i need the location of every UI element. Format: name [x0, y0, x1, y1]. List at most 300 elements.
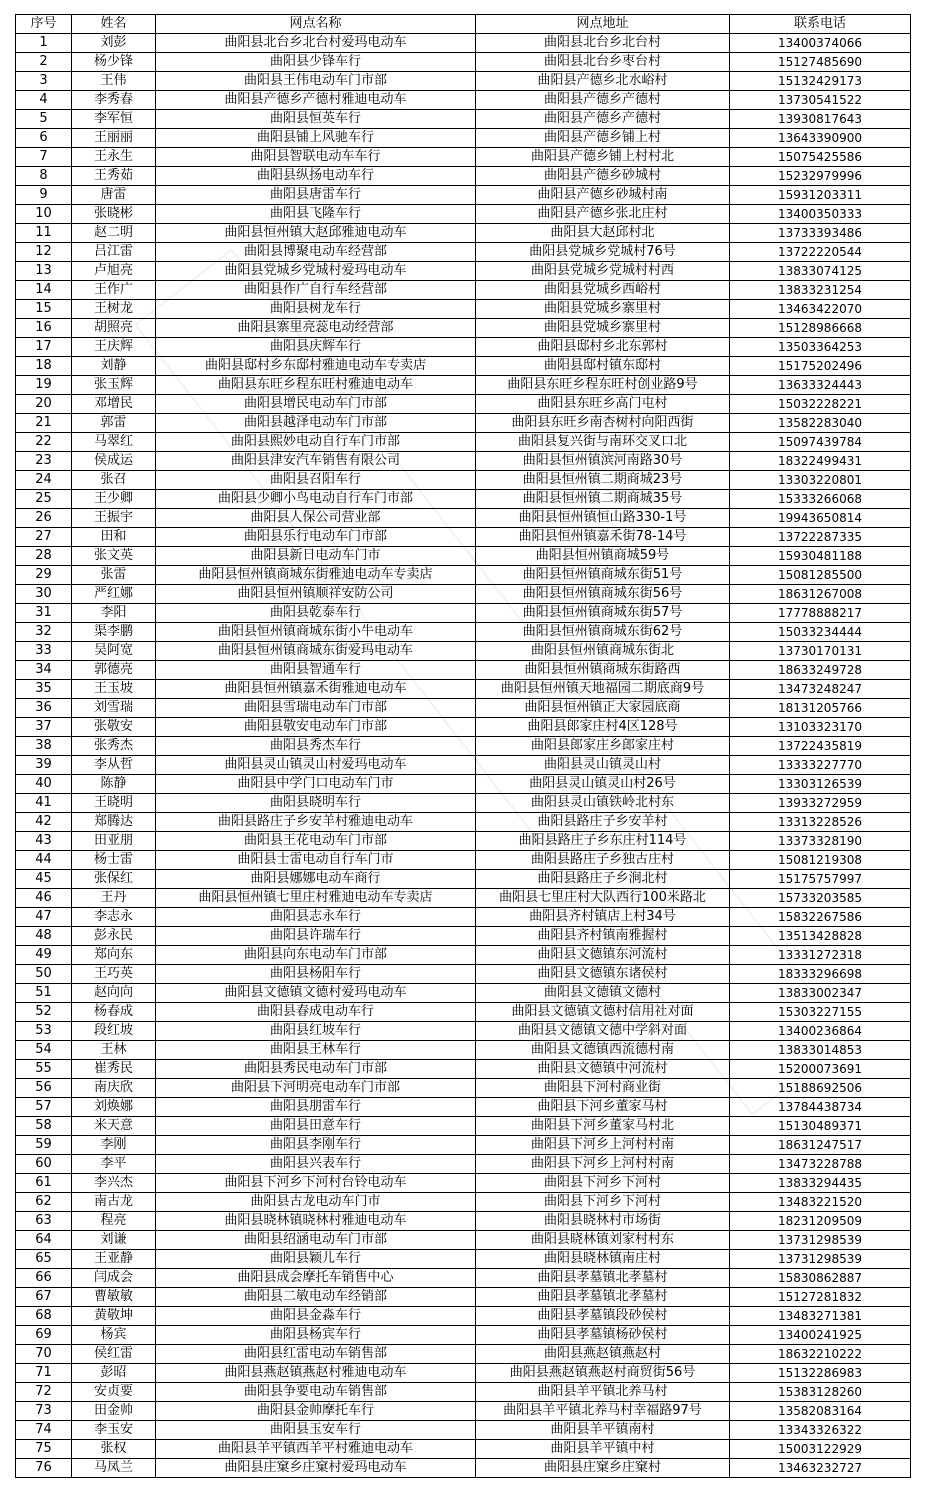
cell-name: 邓增民 — [72, 395, 156, 414]
cell-phone: 13103323170 — [730, 718, 911, 737]
cell-shop: 曲阳县灵山镇灵山村爱玛电动车 — [156, 756, 476, 775]
cell-phone: 13633324443 — [730, 376, 911, 395]
table-row — [16, 623, 911, 642]
cell-shop: 曲阳县下河明亮电动车门市部 — [156, 1079, 476, 1098]
cell-phone: 13582083164 — [730, 1402, 911, 1421]
cell-phone: 15075425586 — [730, 148, 911, 167]
cell-name: 王伟 — [72, 72, 156, 91]
cell-address: 曲阳县下河乡上河村村南 — [476, 1155, 730, 1174]
cell-phone: 13833294435 — [730, 1174, 911, 1193]
cell-phone: 15081219308 — [730, 851, 911, 870]
table-row — [16, 148, 911, 167]
cell-no: 8 — [16, 167, 72, 186]
cell-no: 71 — [16, 1364, 72, 1383]
cell-no: 24 — [16, 471, 72, 490]
cell-phone: 15127485690 — [730, 53, 911, 72]
cell-shop: 曲阳县敬安电动车门市部 — [156, 718, 476, 737]
cell-phone: 13722287335 — [730, 528, 911, 547]
cell-shop: 曲阳县文德镇文德村爱玛电动车 — [156, 984, 476, 1003]
cell-name: 王巧英 — [72, 965, 156, 984]
table-row — [16, 718, 911, 737]
cell-address: 曲阳县郎家庄村4区128号 — [476, 718, 730, 737]
cell-no: 14 — [16, 281, 72, 300]
table-row — [16, 1459, 911, 1478]
cell-shop: 曲阳县士雷电动自行车门市 — [156, 851, 476, 870]
table-row — [16, 908, 911, 927]
cell-shop: 曲阳县作广自行车经营部 — [156, 281, 476, 300]
table-row — [16, 566, 911, 585]
table-row — [16, 357, 911, 376]
cell-name: 张秀杰 — [72, 737, 156, 756]
cell-shop: 曲阳县古龙电动车门市 — [156, 1193, 476, 1212]
cell-address: 曲阳县大赵邱村北 — [476, 224, 730, 243]
cell-no: 49 — [16, 946, 72, 965]
cell-name: 严红娜 — [72, 585, 156, 604]
cell-shop: 曲阳县李刚车行 — [156, 1136, 476, 1155]
cell-phone: 13483271381 — [730, 1307, 911, 1326]
cell-address: 曲阳县恒州镇商城东街56号 — [476, 585, 730, 604]
cell-shop: 曲阳县成会摩托车销售中心 — [156, 1269, 476, 1288]
table-row — [16, 91, 911, 110]
cell-address: 曲阳县燕赵镇燕赵村 — [476, 1345, 730, 1364]
cell-shop: 曲阳县少卿小鸟电动自行车门市部 — [156, 490, 476, 509]
cell-phone: 13833074125 — [730, 262, 911, 281]
cell-address: 曲阳县灵山镇铁岭北村东 — [476, 794, 730, 813]
cell-no: 20 — [16, 395, 72, 414]
cell-phone: 15303227155 — [730, 1003, 911, 1022]
table-row — [16, 509, 911, 528]
cell-address: 曲阳县党城乡党城村76号 — [476, 243, 730, 262]
cell-address: 曲阳县齐村镇店上村34号 — [476, 908, 730, 927]
cell-shop: 曲阳县王伟电动车门市部 — [156, 72, 476, 91]
cell-name: 李刚 — [72, 1136, 156, 1155]
cell-no: 36 — [16, 699, 72, 718]
table-row — [16, 1212, 911, 1231]
cell-no: 11 — [16, 224, 72, 243]
cell-address: 曲阳县路庄子乡独古庄村 — [476, 851, 730, 870]
cell-address: 曲阳县下河村商业街 — [476, 1079, 730, 1098]
cell-name: 王少卿 — [72, 490, 156, 509]
cell-shop: 曲阳县颖儿车行 — [156, 1250, 476, 1269]
cell-phone: 13930817643 — [730, 110, 911, 129]
cell-phone: 15081285500 — [730, 566, 911, 585]
cell-no: 27 — [16, 528, 72, 547]
cell-name: 米天意 — [72, 1117, 156, 1136]
dealer-table — [15, 14, 911, 1478]
cell-address: 曲阳县文德镇文德村 — [476, 984, 730, 1003]
cell-phone: 13731298539 — [730, 1250, 911, 1269]
cell-name: 张雷 — [72, 566, 156, 585]
cell-no: 54 — [16, 1041, 72, 1060]
cell-address: 曲阳县灵山镇灵山村26号 — [476, 775, 730, 794]
cell-name: 王丽丽 — [72, 129, 156, 148]
cell-no: 68 — [16, 1307, 72, 1326]
cell-name: 王秀茹 — [72, 167, 156, 186]
cell-phone: 18631267008 — [730, 585, 911, 604]
cell-shop: 曲阳县恒英车行 — [156, 110, 476, 129]
table-row — [16, 1155, 911, 1174]
cell-no: 39 — [16, 756, 72, 775]
cell-address: 曲阳县齐村镇南雅握村 — [476, 927, 730, 946]
cell-no: 47 — [16, 908, 72, 927]
cell-address: 曲阳县羊平镇南村 — [476, 1421, 730, 1440]
cell-address: 曲阳县产德乡砂城村 — [476, 167, 730, 186]
cell-name: 曹敏敏 — [72, 1288, 156, 1307]
cell-shop: 曲阳县晓明车行 — [156, 794, 476, 813]
cell-address: 曲阳县恒州镇商城东街62号 — [476, 623, 730, 642]
cell-address: 曲阳县邸村乡北东郭村 — [476, 338, 730, 357]
cell-name: 南庆欣 — [72, 1079, 156, 1098]
table-row — [16, 300, 911, 319]
cell-phone: 13463422070 — [730, 300, 911, 319]
cell-shop: 曲阳县春成电动车行 — [156, 1003, 476, 1022]
cell-name: 渠李鹏 — [72, 623, 156, 642]
table-row — [16, 965, 911, 984]
cell-phone: 13643390900 — [730, 129, 911, 148]
table-row — [16, 433, 911, 452]
cell-phone: 15175202496 — [730, 357, 911, 376]
table-row — [16, 547, 911, 566]
cell-no: 31 — [16, 604, 72, 623]
table-row — [16, 243, 911, 262]
cell-no: 72 — [16, 1383, 72, 1402]
cell-phone: 13400350333 — [730, 205, 911, 224]
cell-name: 闫成会 — [72, 1269, 156, 1288]
cell-phone: 18633249728 — [730, 661, 911, 680]
cell-address: 曲阳县复兴街与南环交叉口北 — [476, 433, 730, 452]
cell-no: 45 — [16, 870, 72, 889]
header-phone: 联系电话 — [730, 15, 911, 34]
table-row — [16, 1269, 911, 1288]
header-address: 网点地址 — [476, 15, 730, 34]
table-row — [16, 1174, 911, 1193]
cell-no: 40 — [16, 775, 72, 794]
cell-name: 王晓明 — [72, 794, 156, 813]
cell-address: 曲阳县晓林镇刘家村村东 — [476, 1231, 730, 1250]
cell-no: 33 — [16, 642, 72, 661]
cell-name: 李阳 — [72, 604, 156, 623]
cell-phone: 15200073691 — [730, 1060, 911, 1079]
cell-shop: 曲阳县邸村乡东邸村雅迪电动车专卖店 — [156, 357, 476, 376]
table-row — [16, 832, 911, 851]
cell-shop: 曲阳县下河乡下河村台铃电动车 — [156, 1174, 476, 1193]
cell-phone: 18333296698 — [730, 965, 911, 984]
cell-name: 杨宾 — [72, 1326, 156, 1345]
cell-shop: 曲阳县北台乡北台村爱玛电动车 — [156, 34, 476, 53]
cell-name: 赵二明 — [72, 224, 156, 243]
cell-no: 12 — [16, 243, 72, 262]
cell-address: 曲阳县孝墓镇段砂侯村 — [476, 1307, 730, 1326]
cell-no: 21 — [16, 414, 72, 433]
cell-shop: 曲阳县寨里亮蕊电动经营部 — [156, 319, 476, 338]
cell-address: 曲阳县郎家庄乡郎家庄村 — [476, 737, 730, 756]
cell-phone: 18131205766 — [730, 699, 911, 718]
cell-phone: 18632210222 — [730, 1345, 911, 1364]
cell-phone: 15232979996 — [730, 167, 911, 186]
cell-phone: 13722220544 — [730, 243, 911, 262]
cell-phone: 13400236864 — [730, 1022, 911, 1041]
cell-no: 62 — [16, 1193, 72, 1212]
cell-phone: 13463232727 — [730, 1459, 911, 1478]
cell-phone: 15097439784 — [730, 433, 911, 452]
cell-address: 曲阳县东旺乡高门屯村 — [476, 395, 730, 414]
table-row — [16, 851, 911, 870]
cell-name: 王亚静 — [72, 1250, 156, 1269]
cell-address: 曲阳县文德镇西流德村南 — [476, 1041, 730, 1060]
cell-phone: 15832267586 — [730, 908, 911, 927]
cell-address: 曲阳县恒州镇商城东街北 — [476, 642, 730, 661]
cell-name: 王林 — [72, 1041, 156, 1060]
cell-shop: 曲阳县二敏电动车经销部 — [156, 1288, 476, 1307]
cell-phone: 17778888217 — [730, 604, 911, 623]
cell-name: 刘雪瑞 — [72, 699, 156, 718]
cell-address: 曲阳县东旺乡程东旺村创业路9号 — [476, 376, 730, 395]
table-body — [16, 34, 911, 1478]
cell-address: 曲阳县灵山镇灵山村 — [476, 756, 730, 775]
cell-no: 2 — [16, 53, 72, 72]
table-row — [16, 1079, 911, 1098]
cell-name: 刘彭 — [72, 34, 156, 53]
cell-no: 15 — [16, 300, 72, 319]
cell-shop: 曲阳县新日电动车门市 — [156, 547, 476, 566]
cell-name: 田和 — [72, 528, 156, 547]
cell-name: 王树龙 — [72, 300, 156, 319]
table-row — [16, 737, 911, 756]
cell-shop: 曲阳县越泽电动车门市部 — [156, 414, 476, 433]
cell-address: 曲阳县羊平镇中村 — [476, 1440, 730, 1459]
cell-no: 18 — [16, 357, 72, 376]
cell-shop: 曲阳县向东电动车门市部 — [156, 946, 476, 965]
cell-no: 57 — [16, 1098, 72, 1117]
table-row — [16, 946, 911, 965]
cell-shop: 曲阳县恒州镇商城东街雅迪电动车专卖店 — [156, 566, 476, 585]
cell-name: 陈静 — [72, 775, 156, 794]
cell-name: 张召 — [72, 471, 156, 490]
cell-phone: 13483221520 — [730, 1193, 911, 1212]
cell-no: 34 — [16, 661, 72, 680]
cell-phone: 13933272959 — [730, 794, 911, 813]
cell-no: 44 — [16, 851, 72, 870]
cell-name: 张敬安 — [72, 718, 156, 737]
table-row — [16, 661, 911, 680]
cell-shop: 曲阳县羊平镇西羊平村雅迪电动车 — [156, 1440, 476, 1459]
cell-name: 李志永 — [72, 908, 156, 927]
cell-name: 卢旭亮 — [72, 262, 156, 281]
cell-name: 安贞要 — [72, 1383, 156, 1402]
table-row — [16, 1041, 911, 1060]
cell-name: 张权 — [72, 1440, 156, 1459]
cell-name: 郭德亮 — [72, 661, 156, 680]
cell-phone: 13730541522 — [730, 91, 911, 110]
cell-shop: 曲阳县党城乡党城村爱玛电动车 — [156, 262, 476, 281]
cell-phone: 19943650814 — [730, 509, 911, 528]
cell-name: 黄敬坤 — [72, 1307, 156, 1326]
table-row — [16, 699, 911, 718]
table-row — [16, 775, 911, 794]
table-row — [16, 338, 911, 357]
cell-no: 51 — [16, 984, 72, 1003]
cell-address: 曲阳县恒州镇正大家园底商 — [476, 699, 730, 718]
table-row — [16, 1402, 911, 1421]
cell-name: 吕江雷 — [72, 243, 156, 262]
cell-name: 李秀春 — [72, 91, 156, 110]
table-row — [16, 167, 911, 186]
cell-no: 48 — [16, 927, 72, 946]
cell-shop: 曲阳县兴表车行 — [156, 1155, 476, 1174]
cell-address: 曲阳县产德乡产德村 — [476, 91, 730, 110]
cell-phone: 13833231254 — [730, 281, 911, 300]
cell-name: 张保红 — [72, 870, 156, 889]
cell-name: 李从哲 — [72, 756, 156, 775]
cell-shop: 曲阳县燕赵镇燕赵村雅迪电动车 — [156, 1364, 476, 1383]
cell-no: 66 — [16, 1269, 72, 1288]
table-row — [16, 129, 911, 148]
table-row — [16, 395, 911, 414]
table-row — [16, 1250, 911, 1269]
cell-address: 曲阳县孝墓镇杨砂侯村 — [476, 1326, 730, 1345]
cell-address: 曲阳县恒州镇二期商城23号 — [476, 471, 730, 490]
cell-no: 46 — [16, 889, 72, 908]
cell-no: 38 — [16, 737, 72, 756]
cell-phone: 13400374066 — [730, 34, 911, 53]
cell-phone: 15733203585 — [730, 889, 911, 908]
cell-shop: 曲阳县恒州镇七里庄村雅迪电动车专卖店 — [156, 889, 476, 908]
cell-phone: 15132429173 — [730, 72, 911, 91]
cell-no: 7 — [16, 148, 72, 167]
cell-shop: 曲阳县恒州镇商城东街爱玛电动车 — [156, 642, 476, 661]
cell-no: 76 — [16, 1459, 72, 1478]
cell-phone: 18231209509 — [730, 1212, 911, 1231]
cell-shop: 曲阳县路庄子乡安羊村雅迪电动车 — [156, 813, 476, 832]
cell-address: 曲阳县恒州镇二期商城35号 — [476, 490, 730, 509]
cell-address: 曲阳县七里庄村大队西行100米路北 — [476, 889, 730, 908]
cell-shop: 曲阳县秀杰车行 — [156, 737, 476, 756]
cell-no: 37 — [16, 718, 72, 737]
cell-phone: 15032228221 — [730, 395, 911, 414]
cell-name: 田亚朋 — [72, 832, 156, 851]
cell-no: 64 — [16, 1231, 72, 1250]
cell-no: 16 — [16, 319, 72, 338]
cell-no: 9 — [16, 186, 72, 205]
cell-address: 曲阳县恒州镇滨河南路30号 — [476, 452, 730, 471]
cell-shop: 曲阳县绍涵电动车门市部 — [156, 1231, 476, 1250]
cell-shop: 曲阳县铺上风驰车行 — [156, 129, 476, 148]
table-row — [16, 186, 911, 205]
cell-no: 74 — [16, 1421, 72, 1440]
cell-shop: 曲阳县津安汽车销售有限公司 — [156, 452, 476, 471]
table-row — [16, 1231, 911, 1250]
cell-phone: 15830862887 — [730, 1269, 911, 1288]
cell-phone: 18631247517 — [730, 1136, 911, 1155]
cell-name: 李平 — [72, 1155, 156, 1174]
cell-shop: 曲阳县召阳车行 — [156, 471, 476, 490]
cell-address: 曲阳县下河乡上河村村南 — [476, 1136, 730, 1155]
cell-phone: 15132286983 — [730, 1364, 911, 1383]
table-row — [16, 1117, 911, 1136]
cell-name: 刘焕娜 — [72, 1098, 156, 1117]
header-row — [16, 15, 911, 34]
cell-shop: 曲阳县恒州镇大赵邱雅迪电动车 — [156, 224, 476, 243]
cell-address: 曲阳县恒州镇商城东街57号 — [476, 604, 730, 623]
cell-shop: 曲阳县智通车行 — [156, 661, 476, 680]
cell-no: 3 — [16, 72, 72, 91]
cell-shop: 曲阳县增民电动车门市部 — [156, 395, 476, 414]
cell-name: 刘静 — [72, 357, 156, 376]
table-row — [16, 376, 911, 395]
cell-no: 1 — [16, 34, 72, 53]
table-row — [16, 224, 911, 243]
cell-shop: 曲阳县智联电动车车行 — [156, 148, 476, 167]
cell-no: 6 — [16, 129, 72, 148]
cell-name: 杨少锋 — [72, 53, 156, 72]
cell-no: 61 — [16, 1174, 72, 1193]
cell-shop: 曲阳县红坡车行 — [156, 1022, 476, 1041]
cell-address: 曲阳县羊平镇北养马村幸福路97号 — [476, 1402, 730, 1421]
cell-phone: 13503364253 — [730, 338, 911, 357]
cell-no: 50 — [16, 965, 72, 984]
table-row — [16, 870, 911, 889]
cell-address: 曲阳县羊平镇北养马村 — [476, 1383, 730, 1402]
cell-shop: 曲阳县恒州镇顺祥安防公司 — [156, 585, 476, 604]
cell-phone: 15130489371 — [730, 1117, 911, 1136]
cell-shop: 曲阳县飞隆车行 — [156, 205, 476, 224]
cell-shop: 曲阳县博聚电动车经营部 — [156, 243, 476, 262]
cell-no: 13 — [16, 262, 72, 281]
cell-phone: 18322499431 — [730, 452, 911, 471]
cell-address: 曲阳县产德乡产德村 — [476, 110, 730, 129]
cell-no: 65 — [16, 1250, 72, 1269]
cell-no: 28 — [16, 547, 72, 566]
cell-phone: 13513428828 — [730, 927, 911, 946]
cell-phone: 13331272318 — [730, 946, 911, 965]
cell-address: 曲阳县下河乡董家马村北 — [476, 1117, 730, 1136]
cell-name: 南古龙 — [72, 1193, 156, 1212]
cell-no: 56 — [16, 1079, 72, 1098]
table-row — [16, 1421, 911, 1440]
cell-no: 30 — [16, 585, 72, 604]
table-row — [16, 984, 911, 1003]
table-row — [16, 281, 911, 300]
cell-shop: 曲阳县庄窠乡庄窠村爱玛电动车 — [156, 1459, 476, 1478]
cell-phone: 13303220801 — [730, 471, 911, 490]
cell-no: 42 — [16, 813, 72, 832]
cell-name: 张玉辉 — [72, 376, 156, 395]
cell-address: 曲阳县产德乡铺上村 — [476, 129, 730, 148]
cell-no: 58 — [16, 1117, 72, 1136]
cell-name: 胡照亮 — [72, 319, 156, 338]
cell-address: 曲阳县党城乡西峪村 — [476, 281, 730, 300]
table-row — [16, 1022, 911, 1041]
cell-name: 刘谦 — [72, 1231, 156, 1250]
cell-phone: 15128986668 — [730, 319, 911, 338]
cell-no: 67 — [16, 1288, 72, 1307]
cell-address: 曲阳县产德乡铺上村村北 — [476, 148, 730, 167]
cell-no: 22 — [16, 433, 72, 452]
header-shop: 网点名称 — [156, 15, 476, 34]
cell-name: 赵向向 — [72, 984, 156, 1003]
cell-no: 25 — [16, 490, 72, 509]
cell-address: 曲阳县下河乡董家马村 — [476, 1098, 730, 1117]
header-no: 序号 — [16, 15, 72, 34]
cell-name: 吴阿宽 — [72, 642, 156, 661]
table-row — [16, 490, 911, 509]
cell-shop: 曲阳县雪瑞电动车门市部 — [156, 699, 476, 718]
cell-phone: 13730170131 — [730, 642, 911, 661]
cell-phone: 15930481188 — [730, 547, 911, 566]
cell-address: 曲阳县党城乡党城村村西 — [476, 262, 730, 281]
table-row — [16, 1136, 911, 1155]
cell-name: 李兴杰 — [72, 1174, 156, 1193]
